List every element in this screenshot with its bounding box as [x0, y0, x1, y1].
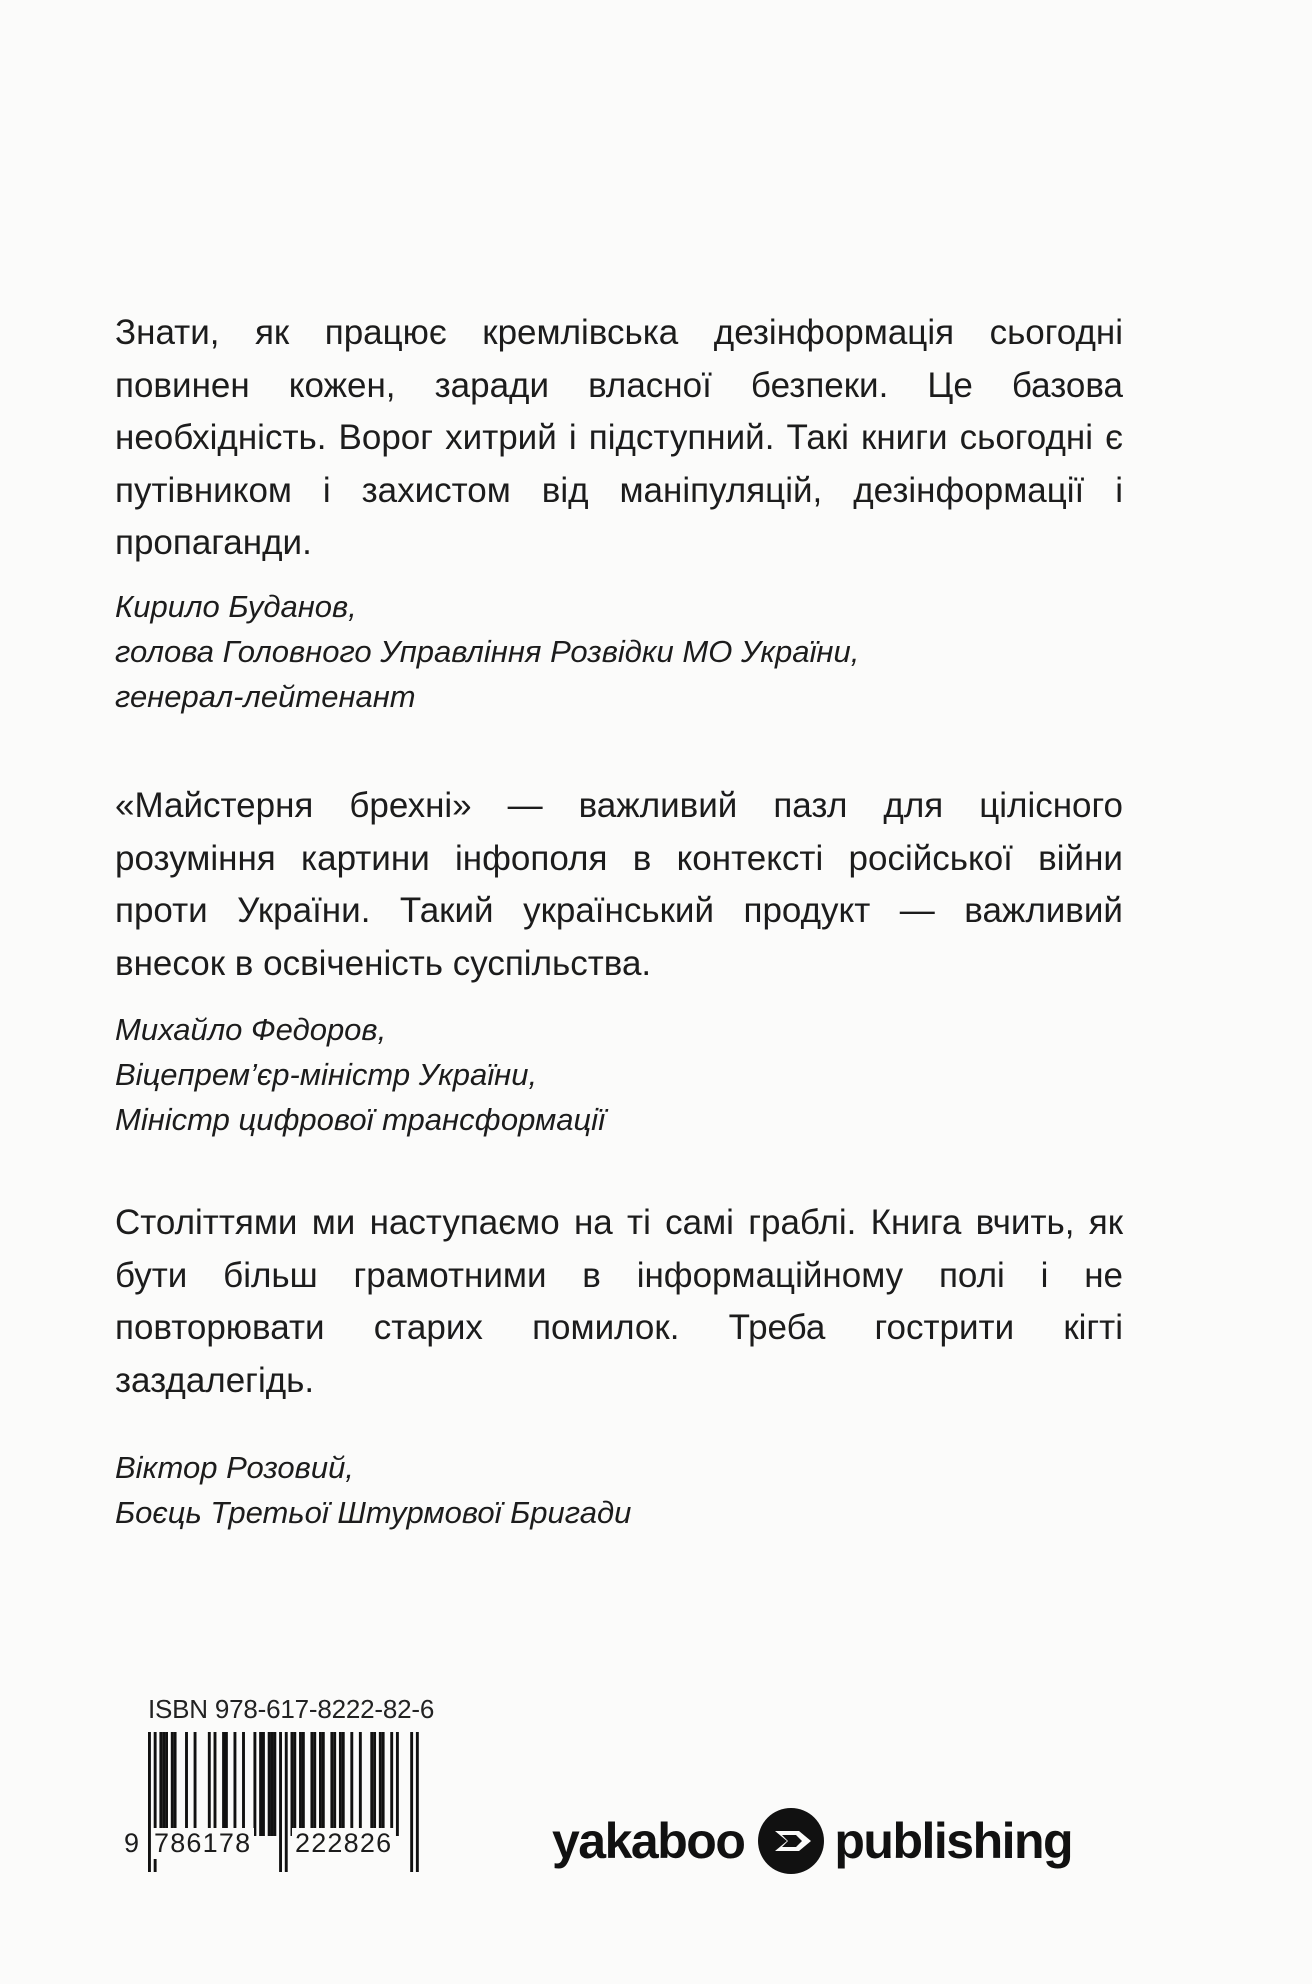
barcode-bar [370, 1732, 373, 1836]
barcode-bar [174, 1732, 177, 1836]
barcode-bar [313, 1732, 316, 1836]
barcode-bar [273, 1732, 276, 1836]
barcode-bar [194, 1732, 197, 1836]
barcode-bar [410, 1732, 413, 1872]
quote-budanov [115, 307, 1123, 719]
quote-attribution [115, 1007, 1123, 1142]
barcode-bar [225, 1732, 228, 1836]
logo-word-left: yakaboo [552, 1813, 745, 1869]
barcode-bar [159, 1732, 162, 1836]
barcode-bar [214, 1732, 217, 1836]
barcode-bar [268, 1732, 271, 1836]
barcode-bar [322, 1732, 325, 1836]
barcode-bar [342, 1732, 345, 1836]
barcode-bar [253, 1732, 256, 1836]
attribution-name: Віктор Розовий, [115, 1450, 354, 1485]
barcode-bar [171, 1732, 174, 1836]
barcode-bar [259, 1732, 262, 1836]
quote-text: Століттями ми наступаємо на ті самі граблі. Книга вчить, як бути більш грамотними в інформаційному полі і не повторювати старих помилок. Треба гострити кігті заздалегідь. [115, 1203, 1123, 1400]
barcode-bar [416, 1732, 419, 1872]
barcode-bar [390, 1732, 393, 1836]
barcode-bar [339, 1732, 342, 1836]
attribution-name: Кирило Буданов, [115, 588, 357, 624]
barcode-bar [222, 1732, 225, 1836]
barcode-bar [333, 1732, 336, 1836]
barcode-bar [396, 1732, 399, 1836]
barcode-digit-first: 9 [124, 1828, 141, 1858]
barcode-bar [291, 1732, 294, 1836]
barcode-bar [379, 1732, 382, 1836]
quote-attribution [115, 1445, 1123, 1535]
barcode-bar [299, 1732, 302, 1836]
quote-text: Знати, як працює кремлівська дезінформація сьогодні повинен кожен, заради власної безпеки. Це базова необхідність. Ворог хитрий і підступний. Такі книги сьогодні є путівником і захистом від маніпуляцій, дезінформації і пропаганди. [115, 313, 1123, 562]
barcode-bar [262, 1732, 265, 1836]
quote-fedorov [115, 780, 1123, 1142]
attribution-title: Віцепрем’єр-міністр України, [115, 1057, 538, 1092]
barcode-digits-right: 222826 [292, 1828, 395, 1859]
barcode-bar [302, 1732, 305, 1836]
yakaboo-arrow-logo-icon [758, 1808, 824, 1874]
barcode-bar [162, 1732, 165, 1836]
barcode-bar [208, 1732, 211, 1836]
barcode-bar [330, 1732, 333, 1836]
publisher-logo [552, 1808, 1072, 1874]
quote-attribution [115, 584, 1123, 719]
barcode-bar [242, 1732, 245, 1836]
barcode-bar [185, 1732, 188, 1836]
quote-rozovyi [115, 1197, 1123, 1535]
barcode-bar [319, 1732, 322, 1836]
logo-word-right: publishing [834, 1813, 1073, 1869]
attribution-title-2: Міністр цифрової трансформації [115, 1102, 605, 1137]
barcode-bar [271, 1732, 274, 1836]
barcode-bar [359, 1732, 362, 1836]
barcode-bar [285, 1732, 288, 1872]
attribution-title: голова Головного Управління Розвідки МО України, [115, 633, 860, 669]
barcode-bar [293, 1732, 296, 1836]
barcode-bar [373, 1732, 376, 1836]
barcode-bar [382, 1732, 385, 1836]
attribution-name: Михайло Федоров, [115, 1012, 387, 1047]
isbn-label: ISBN 978-617-8222-82-6 [148, 1694, 435, 1724]
barcode-bar [279, 1732, 282, 1872]
attribution-title: Боєць Третьої Штурмової Бригади [115, 1495, 632, 1530]
barcode-digits-left: 786178 [151, 1828, 254, 1859]
barcode-bar [234, 1732, 237, 1836]
quote-text: «Майстерня брехні» — важливий пазл для цілісного розуміння картини інфополя в контексті російської війни проти України. Такий український продукт — важливий внесок в освіченість суспільства. [115, 786, 1123, 983]
attribution-rank: генерал-лейтенант [115, 678, 416, 714]
barcode-bar [350, 1732, 353, 1836]
barcode-bar [165, 1732, 168, 1836]
barcode-bar [310, 1732, 313, 1836]
